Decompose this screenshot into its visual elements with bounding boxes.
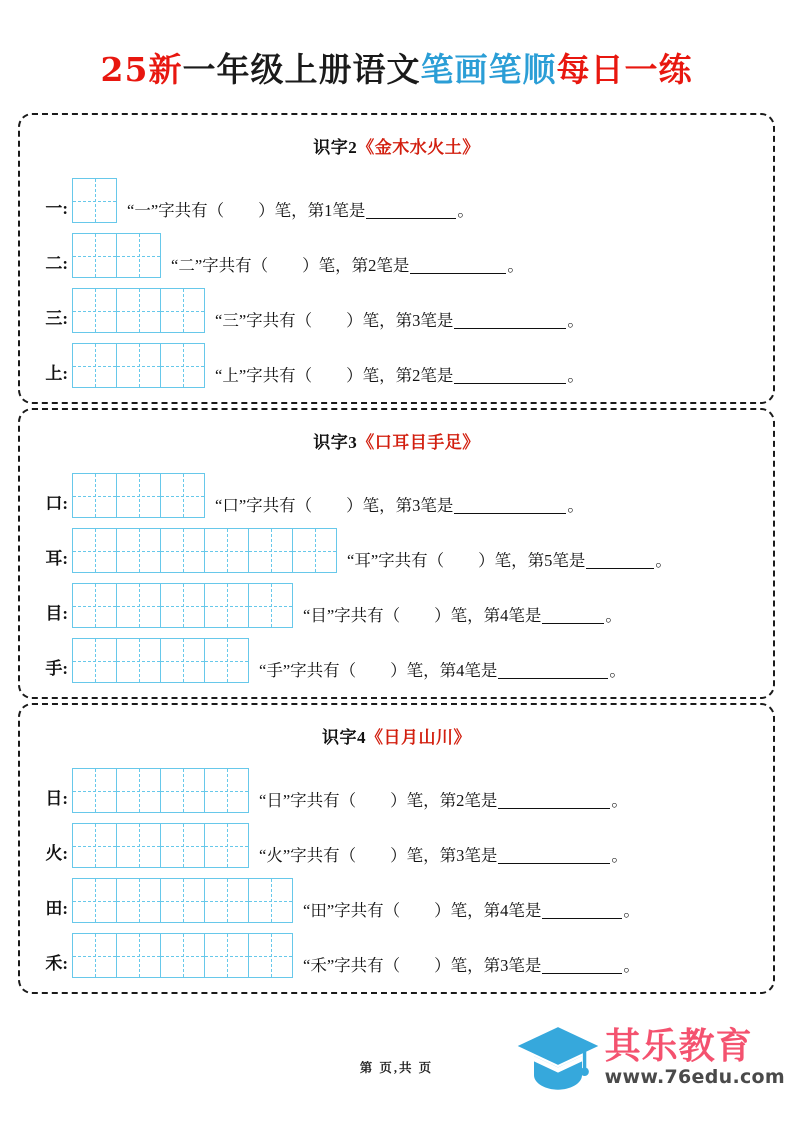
- character-label: 耳:: [45, 549, 68, 568]
- character-label: 手:: [45, 659, 68, 678]
- question-text-after: 。: [655, 550, 672, 570]
- brand-url: www.76edu.com: [604, 1066, 785, 1089]
- writing-grid-cell[interactable]: [116, 233, 161, 278]
- writing-grid-cell[interactable]: [116, 768, 161, 813]
- writing-grid-cell[interactable]: [116, 823, 161, 868]
- practice-row: [20, 813, 773, 868]
- practice-row: [20, 628, 773, 683]
- question-text-before: “一”字共有（: [127, 200, 225, 220]
- question-text-after: 。: [567, 310, 584, 330]
- question-text-before: “田”字共有（: [303, 900, 401, 920]
- question-text-after: 。: [609, 660, 626, 680]
- title-part-red-2: 每日一练: [556, 50, 693, 89]
- practice-row: [20, 333, 773, 388]
- practice-row: [20, 923, 773, 978]
- question-sentence: [293, 900, 640, 924]
- question-text-mid: ）笔，第5笔是: [478, 550, 586, 570]
- answer-blank-line[interactable]: [542, 609, 604, 624]
- character-label: 上:: [45, 364, 68, 383]
- writing-grid-cell[interactable]: [160, 528, 205, 573]
- writing-grid-cell[interactable]: [160, 638, 205, 683]
- practice-row: [20, 868, 773, 923]
- writing-grid-cell[interactable]: [72, 473, 117, 518]
- question-text-after: 。: [567, 365, 584, 385]
- writing-grid[interactable]: [72, 473, 205, 518]
- writing-grid[interactable]: [72, 178, 117, 223]
- practice-rows: [20, 752, 773, 978]
- writing-grid-cell[interactable]: [160, 288, 205, 333]
- question-text-after: 。: [611, 845, 628, 865]
- character-label: 一:: [45, 199, 68, 218]
- question-text-after: 。: [507, 255, 524, 275]
- question-sentence: [161, 255, 524, 279]
- practice-row: [20, 278, 773, 333]
- writing-grid[interactable]: [72, 768, 249, 813]
- section-2: [18, 408, 775, 699]
- answer-blank-line[interactable]: [454, 314, 566, 329]
- question-text-before: “手”字共有（: [259, 660, 357, 680]
- brand-text: [604, 1025, 785, 1089]
- page-footer: [0, 1020, 793, 1104]
- writing-grid-cell[interactable]: [72, 343, 117, 388]
- section-1: [18, 113, 775, 404]
- writing-grid-cell[interactable]: [204, 823, 249, 868]
- writing-grid-cell[interactable]: [248, 528, 293, 573]
- writing-grid-cell[interactable]: [248, 933, 293, 978]
- character-label: 田:: [45, 899, 68, 918]
- question-text-after: 。: [457, 200, 474, 220]
- question-text-before: “火”字共有（: [259, 845, 357, 865]
- writing-grid-cell[interactable]: [204, 638, 249, 683]
- practice-row: [20, 758, 773, 813]
- answer-blank-line[interactable]: [586, 554, 654, 569]
- writing-grid-cell[interactable]: [116, 878, 161, 923]
- question-text-before: “目”字共有（: [303, 605, 401, 625]
- answer-blank-line[interactable]: [542, 959, 622, 974]
- graduation-cap-icon: [515, 1022, 601, 1094]
- writing-grid[interactable]: [72, 878, 293, 923]
- title-part-blue: 笔画笔顺: [420, 50, 557, 89]
- answer-blank-line[interactable]: [498, 849, 610, 864]
- answer-blank-line[interactable]: [498, 794, 610, 809]
- section-heading-title: 《口耳目手足》: [357, 433, 480, 452]
- writing-grid-cell[interactable]: [204, 878, 249, 923]
- writing-grid-cell[interactable]: [72, 638, 117, 683]
- writing-grid-cell[interactable]: [204, 933, 249, 978]
- character-label: 火:: [45, 844, 68, 863]
- answer-blank-line[interactable]: [542, 904, 622, 919]
- writing-grid[interactable]: [72, 933, 293, 978]
- question-text-mid: ）笔，第3笔是: [434, 955, 542, 975]
- section-heading: [20, 125, 773, 162]
- brand-logo: [515, 1022, 785, 1094]
- writing-grid-cell[interactable]: [248, 878, 293, 923]
- writing-grid[interactable]: [72, 823, 249, 868]
- writing-grid[interactable]: [72, 528, 337, 573]
- section-heading-title: 《日月山川》: [366, 728, 471, 747]
- writing-grid-cell[interactable]: [72, 878, 117, 923]
- question-text-mid: ）笔，第4笔是: [434, 900, 542, 920]
- practice-row: [20, 573, 773, 628]
- practice-rows: [20, 457, 773, 683]
- question-sentence: [293, 605, 622, 629]
- page-number-label: 第 页,共 页: [359, 1061, 434, 1075]
- question-text-after: 。: [611, 790, 628, 810]
- question-text-before: “三”字共有（: [215, 310, 313, 330]
- question-text-before: “二”字共有（: [171, 255, 269, 275]
- answer-blank-line[interactable]: [410, 259, 506, 274]
- answer-blank-line[interactable]: [454, 499, 566, 514]
- section-3: [18, 703, 775, 994]
- writing-grid-cell[interactable]: [204, 528, 249, 573]
- question-text-after: 。: [605, 605, 622, 625]
- question-sentence: [249, 845, 628, 869]
- question-text-mid: ）笔，第1笔是: [258, 200, 366, 220]
- question-sentence: [205, 365, 584, 389]
- writing-grid-cell[interactable]: [116, 288, 161, 333]
- answer-blank-line[interactable]: [454, 369, 566, 384]
- question-text-mid: ）笔，第3笔是: [346, 310, 454, 330]
- title-part-black: 一年级上册语文: [182, 50, 421, 89]
- question-text-mid: ）笔，第4笔是: [434, 605, 542, 625]
- title-part-red-1: 25新: [100, 50, 183, 89]
- writing-grid-cell[interactable]: [116, 528, 161, 573]
- writing-grid-cell[interactable]: [72, 768, 117, 813]
- writing-grid-cell[interactable]: [116, 933, 161, 978]
- section-heading-title: 《金木水火土》: [357, 138, 480, 157]
- writing-grid-cell[interactable]: [72, 288, 117, 333]
- answer-blank-line[interactable]: [366, 204, 456, 219]
- question-sentence: [249, 790, 628, 814]
- writing-grid-cell[interactable]: [160, 343, 205, 388]
- writing-grid-cell[interactable]: [116, 343, 161, 388]
- question-sentence: [337, 550, 672, 574]
- section-heading-number: 识字4: [322, 728, 366, 747]
- question-text-mid: ）笔，第2笔是: [390, 790, 498, 810]
- practice-row: [20, 518, 773, 573]
- page-title: [0, 0, 793, 91]
- writing-grid-cell[interactable]: [116, 473, 161, 518]
- question-text-after: 。: [623, 955, 640, 975]
- question-text-before: “耳”字共有（: [347, 550, 445, 570]
- writing-grid-cell[interactable]: [160, 878, 205, 923]
- writing-grid-cell[interactable]: [160, 823, 205, 868]
- writing-grid-cell[interactable]: [72, 583, 117, 628]
- question-sentence: [205, 310, 584, 334]
- section-heading-number: 识字3: [313, 433, 358, 452]
- question-text-mid: ）笔，第2笔是: [346, 365, 454, 385]
- writing-grid-cell[interactable]: [72, 178, 117, 223]
- writing-grid[interactable]: [72, 343, 205, 388]
- writing-grid-cell[interactable]: [160, 768, 205, 813]
- writing-grid-cell[interactable]: [72, 933, 117, 978]
- practice-row: [20, 463, 773, 518]
- question-text-before: “上”字共有（: [215, 365, 313, 385]
- writing-grid-cell[interactable]: [72, 233, 117, 278]
- practice-row: [20, 223, 773, 278]
- writing-grid-cell[interactable]: [116, 638, 161, 683]
- brand-name: 其乐教育: [604, 1025, 753, 1067]
- character-label: 三:: [45, 309, 68, 328]
- writing-grid-cell[interactable]: [116, 583, 161, 628]
- character-label: 日:: [45, 789, 68, 808]
- answer-blank-line[interactable]: [498, 664, 608, 679]
- question-text-mid: ）笔，第3笔是: [390, 845, 498, 865]
- writing-grid-cell[interactable]: [160, 933, 205, 978]
- section-heading: [20, 420, 773, 457]
- sections-container: [18, 113, 775, 994]
- writing-grid-cell[interactable]: [204, 583, 249, 628]
- writing-grid-cell[interactable]: [72, 823, 117, 868]
- writing-grid-cell[interactable]: [204, 768, 249, 813]
- writing-grid[interactable]: [72, 583, 293, 628]
- section-heading-number: 识字2: [313, 138, 358, 157]
- question-text-mid: ）笔，第4笔是: [390, 660, 498, 680]
- writing-grid-cell[interactable]: [72, 528, 117, 573]
- question-sentence: [117, 200, 474, 224]
- writing-grid[interactable]: [72, 233, 161, 278]
- writing-grid[interactable]: [72, 638, 249, 683]
- writing-grid-cell[interactable]: [160, 473, 205, 518]
- writing-grid-cell[interactable]: [248, 583, 293, 628]
- question-sentence: [293, 955, 640, 979]
- writing-grid[interactable]: [72, 288, 205, 333]
- question-text-before: “口”字共有（: [215, 495, 313, 515]
- character-label: 口:: [45, 494, 68, 513]
- question-text-mid: ）笔，第2笔是: [302, 255, 410, 275]
- writing-grid-cell[interactable]: [160, 583, 205, 628]
- practice-row: [20, 168, 773, 223]
- question-text-before: “禾”字共有（: [303, 955, 401, 975]
- character-label: 目:: [45, 604, 68, 623]
- question-text-mid: ）笔，第3笔是: [346, 495, 454, 515]
- character-label: 二:: [45, 254, 68, 273]
- section-heading: [20, 715, 773, 752]
- character-label: 禾:: [45, 954, 68, 973]
- question-sentence: [205, 495, 584, 519]
- question-text-before: “日”字共有（: [259, 790, 357, 810]
- writing-grid-cell[interactable]: [292, 528, 337, 573]
- question-text-after: 。: [567, 495, 584, 515]
- practice-rows: [20, 162, 773, 388]
- question-sentence: [249, 660, 626, 684]
- question-text-after: 。: [623, 900, 640, 920]
